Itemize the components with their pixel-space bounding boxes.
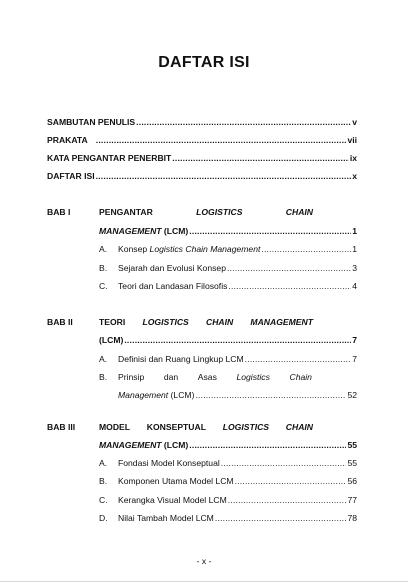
toc-section-entry[interactable] [118,476,357,487]
chapter-title-line2[interactable] [99,226,357,237]
title-word: MANAGEMENT [99,440,162,450]
toc-entry-page: 1 [352,244,357,254]
title-word: (LCM) [99,335,124,345]
leader-dots [228,495,347,506]
section-letter: A. [99,458,108,468]
toc-entry-page: 52 [347,390,357,400]
section-letter: D. [99,513,108,523]
toc-entry-label: SAMBUTAN PENULIS [47,117,136,127]
toc-entry-page: 4 [352,281,357,291]
title-word: LOGISTICS [196,207,243,217]
section-letter: C. [99,495,108,505]
title-word: MANAGEMENT [250,317,313,327]
chapter-title-line2[interactable] [99,335,357,346]
chapter-number: BAB I [47,207,71,217]
section-letter: B. [99,372,108,382]
toc-entry-page: 55 [347,458,357,468]
title-word: TEORI [99,317,126,327]
toc-entry-page: ix [349,153,357,163]
section-word: Logistics [236,372,270,382]
toc-entry-page: 7 [352,354,357,364]
section-word: Asas [197,372,217,382]
leader-dots [96,135,347,146]
toc-entry-kata-pengantar[interactable] [47,153,357,164]
toc-section-entry[interactable] [118,263,357,274]
leader-dots [189,440,346,451]
title-word: MANAGEMENT [99,226,162,236]
section-label-italic: Logistics Chain Management [149,244,261,254]
chapter-title-line1[interactable] [99,207,313,218]
section-label-italic: Management [118,390,169,400]
leader-dots [221,458,347,469]
section-word: Chain [289,372,312,382]
section-label: (LCM) [168,390,195,400]
chapter-number: BAB III [47,422,76,432]
section-label: Fondasi Model Konseptual [118,458,220,468]
title-word: (LCM) [161,226,189,236]
title-word: PENGANTAR [99,207,153,217]
toc-entry-prakata[interactable] [47,135,357,146]
leader-dots [96,171,352,182]
title-word: CHAIN [285,207,313,217]
section-letter: B. [99,476,108,486]
toc-entry-label: KATA PENGANTAR PENERBIT [47,153,172,163]
title-word: CHAIN [285,422,313,432]
toc-entry-page: 55 [347,440,357,450]
section-label: Konsep [118,244,150,254]
page-title: DAFTAR ISI [158,54,250,71]
toc-section-entry[interactable] [118,244,357,255]
toc-section-entry[interactable] [118,281,357,292]
section-label: Sejarah dan Evolusi Konsep [118,263,226,273]
toc-entry-label: DAFTAR ISI [47,171,95,181]
toc-section-entry[interactable] [118,458,357,469]
leader-dots [215,513,347,524]
title-word: (LCM) [161,440,189,450]
leader-dots [195,390,346,401]
title-word: LOGISTICS [142,317,189,327]
toc-entry-sambutan[interactable] [47,117,357,128]
section-word: Prinsip [118,372,145,382]
toc-entry-label: PRAKATA [47,135,88,145]
toc-entry-page: 1 [352,226,357,236]
section-label: Teori dan Landasan Filosofis [118,281,228,291]
toc-entry-page: x [352,171,357,181]
leader-dots [245,354,352,365]
section-label: Definisi dan Ruang Lingkup LCM [118,354,244,364]
toc-section-entry[interactable] [118,495,357,506]
section-label: Komponen Utama Model LCM [118,476,234,486]
chapter-title-line1[interactable] [99,422,313,433]
leader-dots [124,335,351,346]
section-label: Nilai Tambah Model LCM [118,513,214,523]
section-label: Kerangka Visual Model LCM [118,495,227,505]
title-word: KONSEPTUAL [146,422,206,432]
chapter-number: BAB II [47,317,73,327]
toc-entry-page: 3 [352,263,357,273]
toc-entry-page: 78 [347,513,357,523]
toc-entry-page: 77 [347,495,357,505]
page-bottom-divider [0,581,408,582]
section-letter: B. [99,263,108,273]
page-number-footer: - x - [196,556,212,566]
toc-entry-daftar-isi[interactable] [47,171,357,182]
toc-section-entry-line1[interactable] [118,372,312,383]
toc-section-entry-line2[interactable] [118,390,357,401]
toc-entry-page: vii [347,135,357,145]
chapter-title-line1[interactable] [99,317,313,328]
leader-dots [235,476,347,487]
toc-section-entry[interactable] [118,513,357,524]
title-word: LOGISTICS [222,422,270,432]
section-letter: A. [99,244,108,254]
section-word: dan [163,372,179,382]
toc-entry-page: v [352,117,357,127]
section-letter: A. [99,354,108,364]
section-letter: C. [99,281,108,291]
toc-section-entry[interactable] [118,354,357,365]
leader-dots [189,226,351,237]
leader-dots [228,281,351,292]
title-word: CHAIN [206,317,234,327]
leader-dots [227,263,351,274]
title-word: MODEL [99,422,131,432]
leader-dots [261,244,351,255]
chapter-title-line2[interactable] [99,440,357,451]
leader-dots [136,117,351,128]
toc-entry-page: 56 [347,476,357,486]
toc-entry-page: 7 [352,335,357,345]
leader-dots [172,153,349,164]
